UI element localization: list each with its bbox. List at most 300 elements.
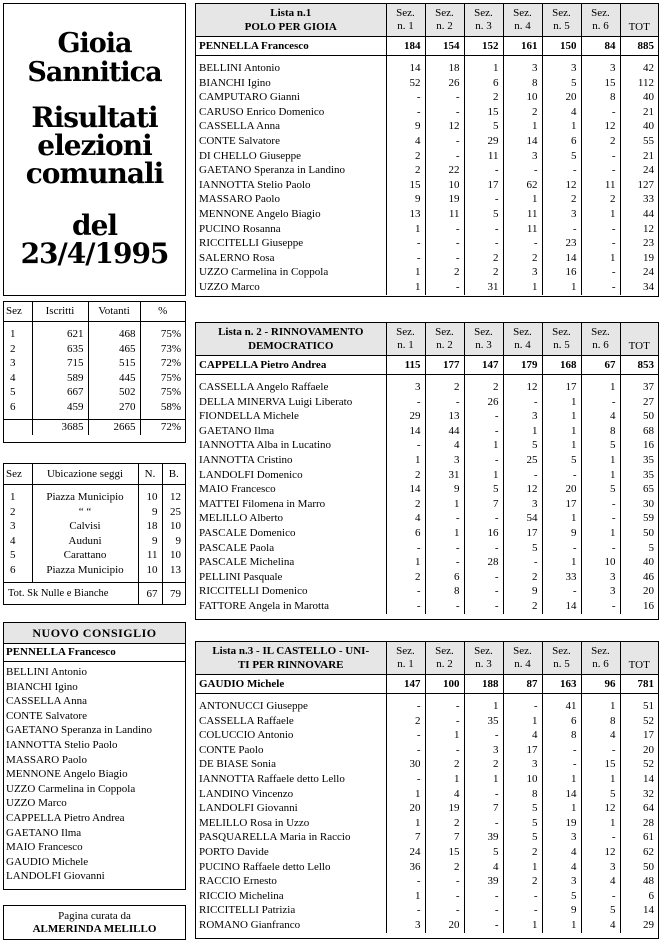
candidate-votes: 14	[542, 787, 581, 802]
candidate-name: DE BIASE Sonia	[199, 758, 276, 771]
candidate-votes: 27	[620, 395, 658, 410]
total-column-header: TOT	[620, 4, 658, 37]
table-row	[196, 163, 658, 178]
candidate-votes: -	[581, 511, 620, 526]
candidate-votes: 3	[581, 860, 620, 875]
candidate-votes: -	[386, 599, 425, 614]
candidate-name: BELLINI Antonio	[199, 62, 280, 74]
list-item: GAETANO Ilma	[6, 826, 82, 839]
candidate-votes: 1	[503, 192, 542, 207]
candidate-votes: 1	[386, 453, 425, 468]
table-row	[196, 889, 658, 904]
title-elections: elezioni	[37, 129, 152, 162]
candidate-name: DI CHELLO Giuseppe	[199, 149, 302, 162]
list-item: CONTE Salvatore	[6, 709, 87, 722]
table-row	[196, 482, 658, 497]
candidate-votes: 1	[542, 438, 581, 453]
candidate-votes: -	[464, 511, 503, 526]
candidate-votes: 9	[503, 584, 542, 599]
table-row: 3 Calvisi 18 10	[4, 519, 185, 534]
candidate-votes: 29	[386, 409, 425, 424]
candidate-name: RICCITELLI Giuseppe	[199, 237, 304, 250]
title-town-line2: Sannitica	[27, 57, 162, 88]
candidate-votes: 18	[425, 61, 464, 76]
candidate-votes: 2	[425, 860, 464, 875]
list-item: UZZO Marco	[6, 797, 67, 810]
candidate-votes: -	[581, 541, 620, 556]
candidate-votes: 24	[620, 163, 658, 178]
table-row	[196, 265, 658, 280]
section-column-header: Sez. n. 4	[503, 642, 542, 675]
candidate-votes: 15	[581, 76, 620, 91]
candidate-votes: 44	[425, 424, 464, 439]
list-item: CAPPELLA Pietro Andrea	[6, 811, 125, 824]
candidate-votes: 20	[620, 584, 658, 599]
candidate-votes: 59	[620, 511, 658, 526]
candidate-votes: 33	[542, 570, 581, 585]
candidate-votes: 2	[425, 380, 464, 395]
table-row	[196, 90, 658, 105]
candidate-votes: 29	[620, 918, 658, 933]
candidate-votes: 1	[581, 453, 620, 468]
candidate-votes: 14	[620, 772, 658, 787]
candidate-votes: -	[425, 251, 464, 266]
candidate-votes: 1	[581, 207, 620, 222]
section-column-header: Sez. n. 6	[581, 642, 620, 675]
sections-header-row	[4, 302, 185, 322]
table-row: 6 459 270 58%	[4, 400, 185, 415]
candidate-votes: 5	[581, 787, 620, 802]
candidate-votes: 127	[620, 178, 658, 193]
candidate-votes: 1	[386, 555, 425, 570]
candidate-votes: 1	[386, 787, 425, 802]
candidate-votes: 2	[581, 192, 620, 207]
candidate-votes: 1	[581, 468, 620, 483]
candidate-name: FIONDELLA Michele	[199, 410, 299, 423]
candidate-name: MELILLO Rosa in Uzzo	[199, 816, 310, 829]
candidate-votes: 17	[542, 497, 581, 512]
candidate-name: IANNOTTA Stelio Paolo	[199, 178, 311, 191]
col-percent: %	[140, 302, 185, 322]
candidate-votes: 5	[542, 76, 581, 91]
candidate-votes: 12	[581, 845, 620, 860]
candidate-votes: 10	[581, 555, 620, 570]
list-label	[196, 642, 386, 675]
candidate-votes: 1	[464, 699, 503, 714]
candidate-votes: 5	[464, 482, 503, 497]
section-column-header: Sez. n. 5	[542, 642, 581, 675]
candidate-votes: 12	[581, 801, 620, 816]
table-row	[196, 380, 658, 395]
candidate-name: RACCIO Ernesto	[199, 875, 277, 888]
candidate-votes: -	[464, 236, 503, 251]
section-column-header: Sez. n. 2	[425, 323, 464, 356]
candidate-votes: -	[425, 541, 464, 556]
head-candidate-votes: 853	[620, 356, 658, 375]
candidate-votes: 3	[581, 584, 620, 599]
candidate-votes: 11	[503, 207, 542, 222]
table-row	[196, 757, 658, 772]
table-row	[196, 830, 658, 845]
candidate-votes: 5	[542, 889, 581, 904]
candidate-votes: 1	[542, 511, 581, 526]
candidate-name: SALERNO Rosa	[199, 251, 275, 264]
candidate-votes: 17	[464, 178, 503, 193]
candidate-votes: -	[581, 280, 620, 295]
candidate-votes: 14	[503, 134, 542, 149]
candidate-votes: 26	[464, 395, 503, 410]
candidate-votes: 31	[464, 280, 503, 295]
head-candidate-votes: 115	[386, 356, 425, 375]
candidate-votes: -	[503, 903, 542, 918]
candidate-name: BIANCHI Igino	[199, 76, 271, 89]
candidate-votes: 2	[464, 757, 503, 772]
candidate-votes: 4	[542, 105, 581, 120]
credit-caption: Pagina curata da	[58, 910, 131, 922]
candidate-votes: -	[386, 395, 425, 410]
candidate-votes: 3	[386, 918, 425, 933]
candidate-votes: 4	[581, 728, 620, 743]
candidate-votes: 9	[386, 119, 425, 134]
table-row	[196, 207, 658, 222]
candidate-votes: 8	[542, 728, 581, 743]
candidate-votes: -	[464, 787, 503, 802]
candidate-votes: -	[503, 555, 542, 570]
list-label	[196, 323, 386, 356]
candidate-votes: 2	[503, 599, 542, 614]
candidate-votes: 28	[620, 816, 658, 831]
candidate-votes: -	[581, 236, 620, 251]
candidate-votes: -	[425, 222, 464, 237]
candidate-name: PELLINI Pasquale	[199, 570, 283, 583]
candidate-name: RICCITELLI Patrizia	[199, 904, 296, 917]
candidate-votes: -	[425, 105, 464, 120]
table-row: 5 667 502 75%	[4, 385, 185, 400]
candidate-votes: -	[542, 757, 581, 772]
candidate-votes: 2	[503, 874, 542, 889]
title-town-line1: Gioia	[57, 28, 132, 59]
table-row: 1 Piazza Municipio 10 12	[4, 490, 185, 505]
list-label-line2: DEMOCRATICO	[248, 340, 334, 352]
candidate-name: CASSELLA Angelo Raffaele	[199, 381, 329, 393]
candidate-votes: 6	[542, 134, 581, 149]
head-candidate-votes: 87	[503, 675, 542, 694]
candidate-votes: 11	[425, 207, 464, 222]
candidate-votes: 1	[425, 772, 464, 787]
candidate-name: RICCIO Michelina	[199, 889, 284, 902]
section-column-header: Sez. n. 1	[386, 4, 425, 37]
list-label-line1: Lista n. 2 - RINNOVAMENTO	[218, 326, 364, 338]
table-row	[196, 728, 658, 743]
candidate-votes: 12	[620, 222, 658, 237]
total-percent: 72%	[140, 420, 185, 435]
candidate-votes: 1	[542, 119, 581, 134]
list-label-line2: TI PER RINNOVARE	[237, 659, 344, 671]
candidate-name: LANDINO Vincenzo	[199, 787, 294, 800]
table-row	[196, 743, 658, 758]
candidate-votes: 14	[542, 251, 581, 266]
table-row	[196, 409, 658, 424]
candidate-votes: -	[386, 584, 425, 599]
head-candidate-name: CAPPELLA Pietro Andrea	[196, 356, 386, 375]
candidate-name: ANTONUCCI Giuseppe	[199, 700, 308, 712]
list-header-row	[196, 323, 658, 356]
candidate-votes: -	[581, 265, 620, 280]
candidate-votes: -	[386, 251, 425, 266]
table-row: 5 Carattano 11 10	[4, 548, 185, 563]
candidate-name: GAETANO Ilma	[199, 424, 275, 437]
candidate-votes: 5	[503, 438, 542, 453]
candidate-votes: 4	[581, 409, 620, 424]
total-iscritti: 3685	[32, 420, 88, 435]
candidate-votes: 36	[386, 860, 425, 875]
head-candidate-votes: 150	[542, 37, 581, 56]
head-candidate-name: PENNELLA Francesco	[196, 37, 386, 56]
candidate-votes: 4	[581, 874, 620, 889]
candidate-votes: -	[425, 555, 464, 570]
section-column-header: Sez. n. 1	[386, 323, 425, 356]
candidate-votes: 4	[425, 438, 464, 453]
candidate-votes: 51	[620, 699, 658, 714]
title-box	[3, 3, 186, 296]
candidate-votes: -	[503, 468, 542, 483]
candidate-name: PUCINO Raffaele detto Lello	[199, 860, 331, 873]
candidate-name: PASCALE Paola	[199, 541, 275, 554]
list-2-table	[195, 322, 659, 620]
candidate-votes: 8	[581, 424, 620, 439]
table-row	[196, 918, 658, 933]
candidate-votes: 6	[386, 526, 425, 541]
candidate-votes: 23	[620, 236, 658, 251]
candidate-votes: 5	[542, 453, 581, 468]
polling-stations-table	[3, 463, 186, 605]
candidate-votes: 13	[386, 207, 425, 222]
list-item: IANNOTTA Stelio Paolo	[6, 738, 118, 751]
candidate-votes: 17	[620, 728, 658, 743]
candidate-votes: 8	[581, 90, 620, 105]
list-item: MAIO Francesco	[6, 841, 83, 854]
candidate-votes: 24	[386, 845, 425, 860]
candidate-votes: 2	[386, 497, 425, 512]
candidate-votes: 44	[620, 207, 658, 222]
candidate-votes: 7	[386, 830, 425, 845]
candidate-votes: 7	[464, 801, 503, 816]
table-row: 2 “ “ 9 25	[4, 505, 185, 520]
candidate-votes: 39	[464, 830, 503, 845]
candidate-votes: 1	[581, 526, 620, 541]
section-column-header: Sez. n. 3	[464, 642, 503, 675]
candidate-name: MATTEI Filomena in Marro	[199, 497, 326, 510]
candidate-votes: 16	[464, 526, 503, 541]
candidate-name: LANDOLFI Domenico	[199, 468, 303, 481]
candidate-votes: -	[425, 134, 464, 149]
candidate-votes: -	[425, 511, 464, 526]
candidate-name: CONTE Salvatore	[199, 134, 280, 147]
head-candidate-votes: 177	[425, 356, 464, 375]
candidate-votes: 5	[581, 482, 620, 497]
section-column-header: Sez. n. 6	[581, 323, 620, 356]
candidate-votes: -	[425, 395, 464, 410]
candidate-votes: -	[464, 163, 503, 178]
candidate-votes: 10	[503, 90, 542, 105]
head-candidate-votes: 147	[464, 356, 503, 375]
candidate-votes: 26	[425, 76, 464, 91]
candidate-votes: 23	[542, 236, 581, 251]
candidate-votes: 14	[542, 599, 581, 614]
candidate-votes: -	[425, 236, 464, 251]
candidate-votes: 2	[464, 380, 503, 395]
candidate-votes: 1	[542, 395, 581, 410]
head-candidate-votes: 67	[581, 356, 620, 375]
candidate-name: CAMPUTARO Gianni	[199, 91, 300, 104]
candidate-votes: 61	[620, 830, 658, 845]
head-candidate-votes: 179	[503, 356, 542, 375]
candidate-votes: 32	[620, 787, 658, 802]
candidate-votes: 1	[542, 772, 581, 787]
list-label	[196, 4, 386, 37]
candidate-votes: 1	[542, 918, 581, 933]
candidate-votes: -	[581, 163, 620, 178]
candidate-votes: 2	[503, 251, 542, 266]
candidate-votes: 14	[386, 482, 425, 497]
candidate-votes: 50	[620, 860, 658, 875]
table-row	[196, 438, 658, 453]
list-1-table	[195, 3, 659, 297]
candidate-votes: 12	[503, 482, 542, 497]
candidate-votes: -	[386, 874, 425, 889]
list-head-candidate	[196, 37, 658, 56]
candidate-votes: 3	[503, 757, 542, 772]
candidate-votes: 3	[503, 409, 542, 424]
candidate-votes: -	[386, 728, 425, 743]
candidate-votes: 68	[620, 424, 658, 439]
candidate-votes: 1	[386, 222, 425, 237]
candidate-votes: 50	[620, 409, 658, 424]
candidate-votes: 1	[464, 438, 503, 453]
candidate-name: CARUSO Enrico Domenico	[199, 105, 325, 118]
table-row	[196, 787, 658, 802]
candidate-votes: 41	[542, 699, 581, 714]
candidate-votes: 37	[620, 380, 658, 395]
new-council-members	[4, 662, 185, 884]
candidate-votes: -	[581, 149, 620, 164]
candidate-votes: 1	[503, 918, 542, 933]
candidate-votes: 35	[620, 468, 658, 483]
candidate-votes: -	[581, 830, 620, 845]
candidate-votes: -	[581, 889, 620, 904]
title-date: 23/4/1995	[20, 237, 169, 270]
head-candidate-votes: 152	[464, 37, 503, 56]
list-item: UZZO Carmelina in Coppola	[6, 782, 136, 795]
candidate-votes: 12	[425, 119, 464, 134]
credit-author: ALMERINDA MELILLO	[32, 923, 157, 935]
candidate-votes: -	[386, 236, 425, 251]
candidate-votes: 17	[542, 380, 581, 395]
candidate-name: PUCINO Rosanna	[199, 222, 281, 235]
candidate-votes: 20	[542, 482, 581, 497]
candidate-votes: 39	[464, 874, 503, 889]
candidate-votes: -	[425, 149, 464, 164]
table-row	[196, 511, 658, 526]
candidate-votes: 46	[620, 570, 658, 585]
candidate-votes: 1	[542, 801, 581, 816]
candidate-votes: -	[503, 395, 542, 410]
head-candidate-name: GAUDIO Michele	[196, 675, 386, 694]
candidate-votes: 9	[542, 526, 581, 541]
candidate-votes: -	[425, 714, 464, 729]
table-row	[196, 699, 658, 714]
candidate-votes: 8	[425, 584, 464, 599]
new-council-mayor: PENNELLA Francesco	[4, 644, 185, 662]
candidate-votes: 5	[503, 541, 542, 556]
candidate-votes: 1	[464, 61, 503, 76]
table-row	[196, 497, 658, 512]
candidate-votes: -	[542, 584, 581, 599]
list-item: MASSARO Paolo	[6, 753, 87, 766]
table-row	[196, 222, 658, 237]
list-item: BIANCHI Igino	[6, 680, 78, 693]
candidate-votes: 34	[620, 280, 658, 295]
candidate-votes: -	[425, 280, 464, 295]
total-column-header: TOT	[620, 323, 658, 356]
candidate-votes: 1	[425, 728, 464, 743]
candidate-votes: 1	[425, 526, 464, 541]
candidate-votes: 3	[503, 265, 542, 280]
candidate-votes: 1	[503, 424, 542, 439]
section-column-header: Sez. n. 2	[425, 4, 464, 37]
candidate-votes: -	[542, 743, 581, 758]
candidate-votes: 25	[503, 453, 542, 468]
candidate-votes: 3	[542, 874, 581, 889]
candidate-votes: 11	[581, 178, 620, 193]
candidate-votes: 33	[620, 192, 658, 207]
candidate-votes: 52	[620, 714, 658, 729]
candidate-votes: 42	[620, 61, 658, 76]
candidate-votes: 8	[503, 787, 542, 802]
candidate-name: PASCALE Michelina	[199, 556, 295, 569]
table-row	[196, 903, 658, 918]
candidate-votes: 19	[425, 801, 464, 816]
null-blank-label: Tot. Sk Nulle e Bianche	[8, 588, 109, 599]
candidate-votes: 2	[581, 134, 620, 149]
sections-table	[3, 301, 186, 443]
candidate-votes: 1	[503, 714, 542, 729]
candidate-votes: 3	[581, 570, 620, 585]
candidate-votes: -	[542, 468, 581, 483]
candidate-votes: 2	[386, 468, 425, 483]
candidate-votes: 17	[503, 743, 542, 758]
candidate-votes: -	[581, 599, 620, 614]
candidate-votes: -	[542, 541, 581, 556]
candidate-votes: 3	[464, 743, 503, 758]
col-votanti: Votanti	[88, 302, 140, 322]
table-row: 3 715 515 72%	[4, 356, 185, 371]
table-row	[196, 714, 658, 729]
candidate-votes: 4	[386, 134, 425, 149]
list-label-line1: Lista n.3 - IL CASTELLO - UNI-	[212, 645, 370, 657]
section-column-header: Sez. n. 5	[542, 4, 581, 37]
list-item: CASSELLA Anna	[6, 695, 87, 708]
table-row	[196, 874, 658, 889]
head-candidate-votes: 168	[542, 356, 581, 375]
table-row	[196, 526, 658, 541]
candidate-votes: 7	[425, 830, 464, 845]
candidate-votes: 4	[464, 860, 503, 875]
new-council-box	[3, 622, 186, 890]
candidate-votes: 15	[464, 105, 503, 120]
head-candidate-votes: 885	[620, 37, 658, 56]
table-row	[196, 555, 658, 570]
